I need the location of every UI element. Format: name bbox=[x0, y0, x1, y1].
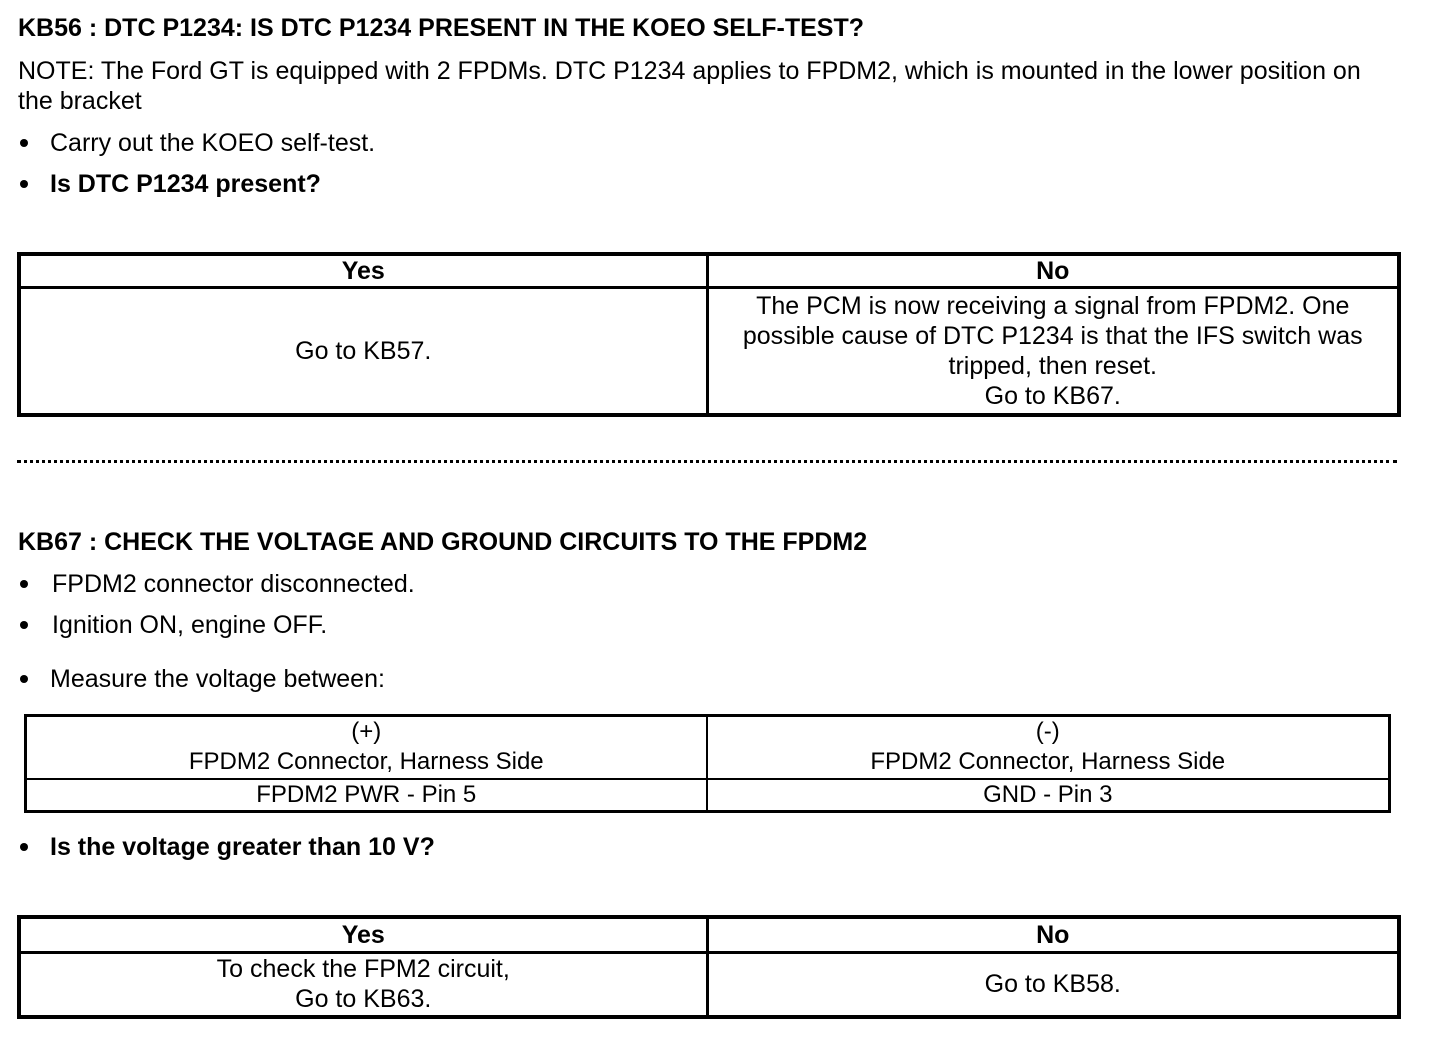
kb67-step-3 bbox=[20, 664, 385, 694]
kb56-note: NOTE: The Ford GT is equipped with 2 FPDMs. DTC P1234 applies to FPDM2, which is mounted in the lower position on the bracket bbox=[18, 57, 1361, 115]
yes-header: Yes bbox=[19, 254, 707, 288]
bullet-icon bbox=[20, 843, 28, 851]
kb67-step-2 bbox=[20, 610, 327, 640]
no-cell: The PCM is now receiving a signal from FPDM2. One possible cause of DTC P1234 is that the IFS switch was tripped, then reset. Go to KB67. bbox=[707, 288, 1399, 415]
kb67-step-1-text: FPDM2 connector disconnected. bbox=[52, 570, 415, 598]
table-header-row bbox=[19, 917, 1399, 952]
table-row bbox=[26, 779, 1390, 812]
bullet-icon bbox=[20, 180, 28, 188]
table-header-row bbox=[26, 716, 1390, 779]
kb67-step-2-text: Ignition ON, engine OFF. bbox=[52, 611, 328, 639]
section-divider bbox=[17, 460, 1397, 463]
kb56-heading: KB56 : DTC P1234: IS DTC P1234 PRESENT IN THE KOEO SELF-TEST? bbox=[18, 14, 865, 42]
kb56-step-2 bbox=[20, 169, 321, 199]
negative-probe-header: (-) FPDM2 Connector, Harness Side bbox=[707, 716, 1390, 779]
kb67-question-text: Is the voltage greater than 10 V? bbox=[50, 833, 435, 861]
table-row bbox=[19, 952, 1399, 1017]
yes-header: Yes bbox=[19, 917, 707, 952]
negative-probe-cell: GND - Pin 3 bbox=[707, 779, 1390, 812]
yes-cell: Go to KB57. bbox=[19, 288, 707, 415]
kb67-step-1 bbox=[20, 569, 415, 599]
positive-probe-cell: FPDM2 PWR - Pin 5 bbox=[26, 779, 707, 812]
table-row bbox=[19, 288, 1399, 415]
bullet-icon bbox=[20, 580, 28, 588]
kb67-question bbox=[20, 832, 435, 862]
kb67-heading: KB67 : CHECK THE VOLTAGE AND GROUND CIRCUITS TO THE FPDM2 bbox=[18, 528, 868, 556]
yes-cell: To check the FPM2 circuit, Go to KB63. bbox=[19, 952, 707, 1017]
kb56-step-1 bbox=[20, 128, 375, 158]
positive-probe-header: (+) FPDM2 Connector, Harness Side bbox=[26, 716, 707, 779]
bullet-icon bbox=[20, 675, 28, 683]
kb67-step-3-text: Measure the voltage between: bbox=[50, 665, 385, 693]
kb67-result-table bbox=[17, 915, 1401, 1019]
bullet-icon bbox=[20, 621, 28, 629]
no-header: No bbox=[707, 254, 1399, 288]
kb56-result-table bbox=[17, 252, 1401, 417]
kb56-step-2-text: Is DTC P1234 present? bbox=[50, 170, 321, 198]
table-header-row bbox=[19, 254, 1399, 288]
no-cell: Go to KB58. bbox=[707, 952, 1399, 1017]
kb56-step-1-text: Carry out the KOEO self-test. bbox=[50, 129, 376, 157]
no-header: No bbox=[707, 917, 1399, 952]
bullet-icon bbox=[20, 139, 28, 147]
kb67-measure-table bbox=[24, 714, 1391, 813]
